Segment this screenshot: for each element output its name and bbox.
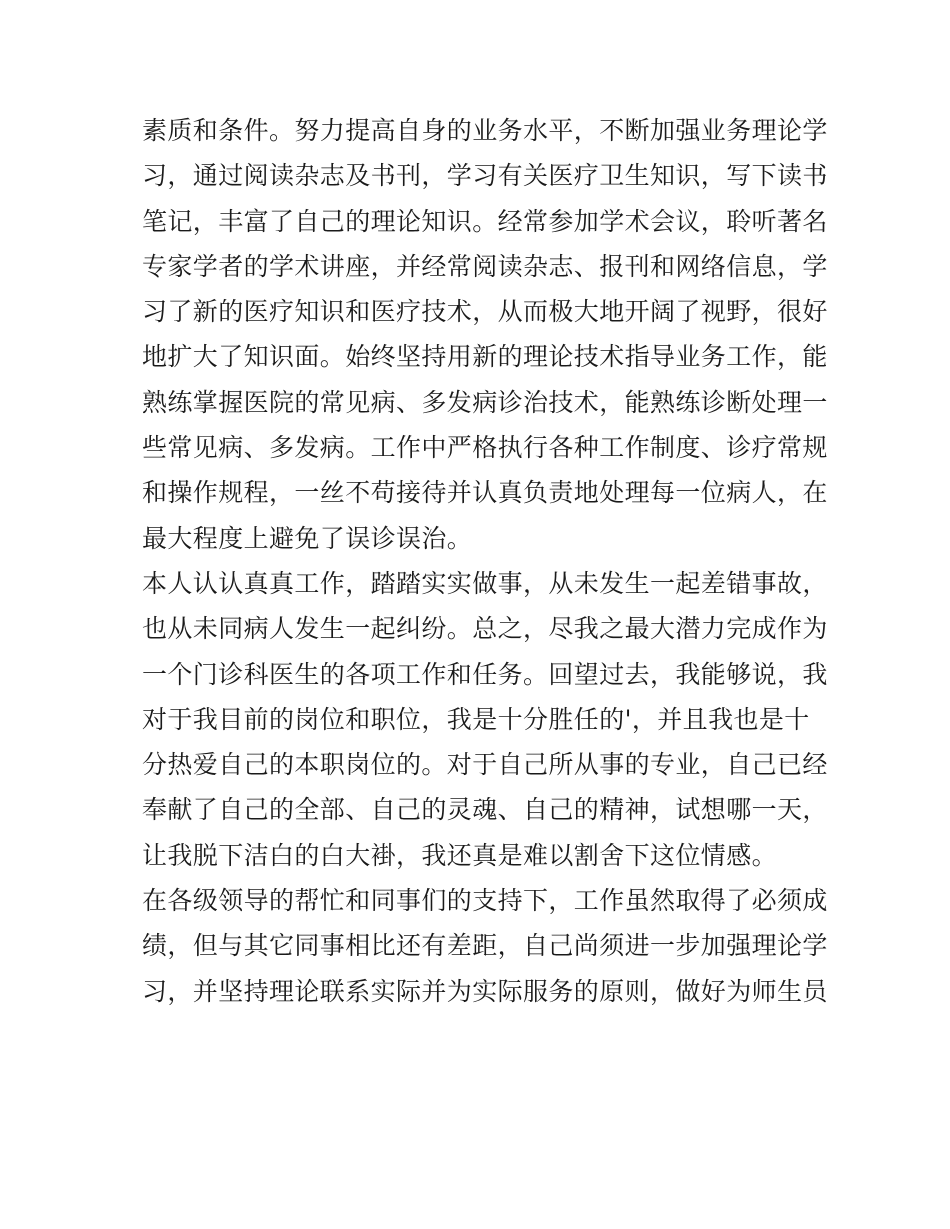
text-line: 习，并坚持理论联系实际并为实际服务的原则，做好为师生员 (142, 976, 828, 1006)
text-line: 素质和条件。努力提高自身的业务水平，不断加强业务理论学 (142, 116, 828, 145)
text-line: 也从未同病人发生一起纠纷。总之，尽我之最大潜力完成作为 (142, 614, 828, 644)
text-line: 些常见病、多发病。工作中严格执行各种工作制度、诊疗常规 (142, 433, 828, 463)
text-line: 和操作规程，一丝不苟接待并认真负责地处理每一位病人，在 (142, 478, 828, 508)
text-line: 本人认认真真工作，踏踏实实做事，从未发生一起差错事故， (142, 568, 828, 598)
text-line: 地扩大了知识面。始终坚持用新的理论技术指导业务工作，能 (142, 342, 828, 372)
text-line: 对于我目前的岗位和职位，我是十分胜任的'，并且我也是十 (142, 704, 810, 734)
text-line: 熟练掌握医院的常见病、多发病诊治技术，能熟练诊断处理一 (142, 387, 828, 417)
text-line: 最大程度上避免了误诊误治。 (142, 523, 473, 553)
text-line: 习，通过阅读杂志及书刊，学习有关医疗卫生知识，写下读书 (142, 161, 828, 191)
text-line: 在各级领导的帮忙和同事们的支持下，工作虽然取得了必须成 (142, 886, 828, 916)
text-line: 习了新的医疗知识和医疗技术，从而极大地开阔了视野，很好 (142, 297, 828, 327)
text-line: 奉献了自己的全部、自己的灵魂、自己的精神，试想哪一天， (142, 795, 828, 825)
text-line: 让我脱下洁白的白大褂，我还真是难以割舍下这位情感。 (142, 840, 778, 870)
document-body (142, 108, 828, 1014)
text-line: 绩，但与其它同事相比还有差距，自己尚须进一步加强理论学 (142, 931, 828, 961)
text-line: 笔记，丰富了自己的理论知识。经常参加学术会议，聆听著名 (142, 206, 828, 236)
text-line: 分热爱自己的本职岗位的。对于自己所从事的专业，自己已经 (142, 750, 828, 780)
text-line: 一个门诊科医生的各项工作和任务。回望过去，我能够说，我 (142, 659, 828, 689)
text-line: 专家学者的学术讲座，并经常阅读杂志、报刊和网络信息，学 (142, 251, 828, 281)
